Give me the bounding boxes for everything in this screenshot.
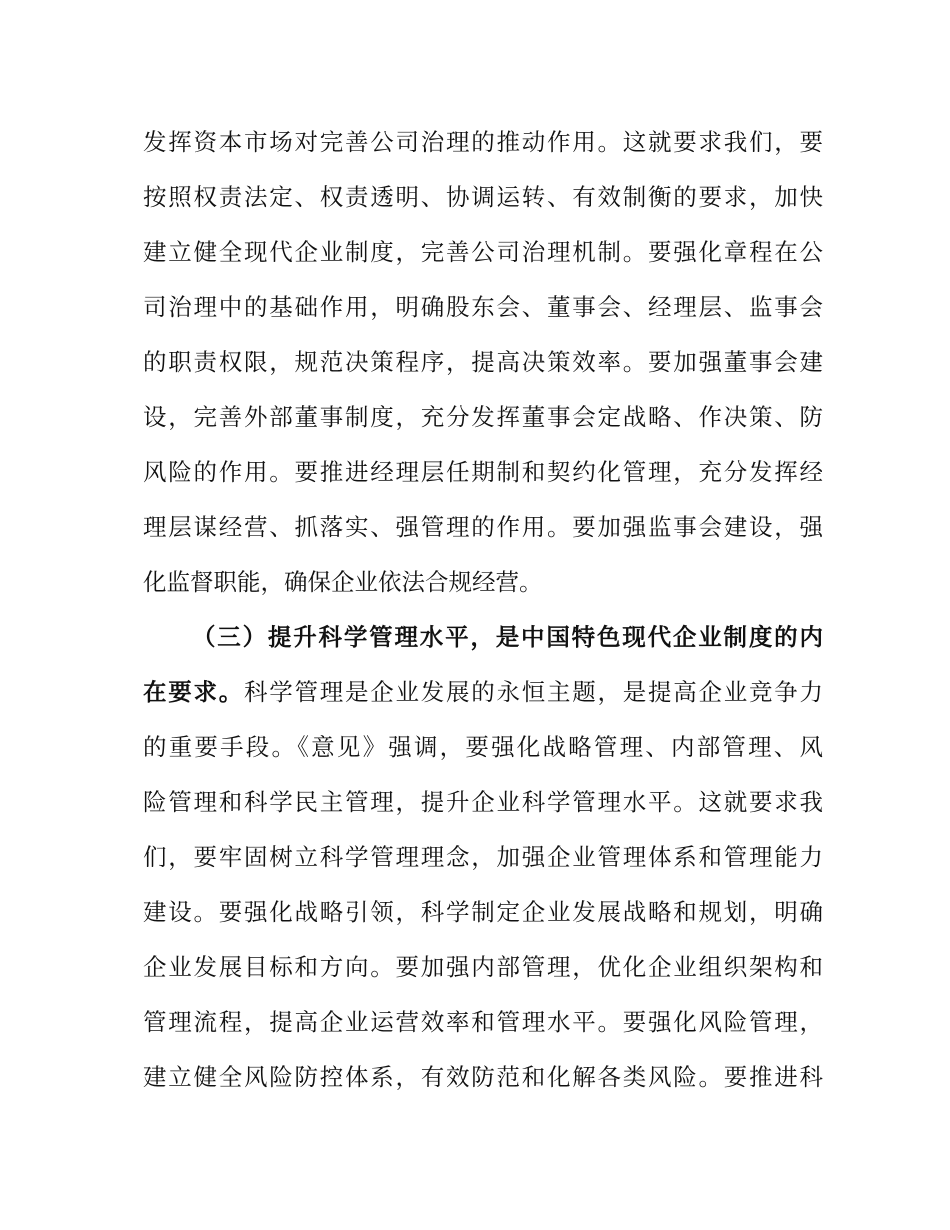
paragraph-2-line-5: 建设。要强化战略引领，科学制定企业发展战略和规划，明确 [143,898,823,926]
paragraph-2-line-2: 的重要手段。《意见》强调，要强化战略管理、内部管理、风 [143,733,823,761]
paragraph-2-line-7: 管理流程，提高企业运营效率和管理水平。要强化风险管理， [143,1008,823,1036]
paragraph-1-line-7: 风险的作用。要推进经理层任期制和契约化管理，充分发挥经 [143,458,823,486]
paragraph-1-line-2: 按照权责法定、权责透明、协调运转、有效制衡的要求，加快 [143,183,823,211]
paragraph-1-line-4: 司治理中的基础作用，明确股东会、董事会、经理层、监事会 [143,293,823,321]
paragraph-2-line-1-text: 科学管理是企业发展的永恒主题，是提高企业竞争力 [244,678,823,706]
paragraph-1-line-8: 理层谋经营、抓落实、强管理的作用。要加强监事会建设，强 [143,513,823,541]
paragraph-1-line-9: 化监督职能，确保企业依法合规经营。 [143,568,543,596]
section-heading-line-2: 在要求。 [143,678,244,706]
paragraph-1-line-6: 设，完善外部董事制度，充分发挥董事会定战略、作决策、防 [143,403,823,431]
paragraph-2-line-8: 建立健全风险防控体系，有效防范和化解各类风险。要推进科 [143,1063,823,1091]
section-heading-line-1: （三）提升科学管理水平，是中国特色现代企业制度的内 [192,623,823,651]
paragraph-1-line-5: 的职责权限，规范决策程序，提高决策效率。要加强董事会建 [143,348,823,376]
paragraph-2-line-1 [143,677,823,707]
paragraph-2-line-6: 企业发展目标和方向。要加强内部管理，优化企业组织架构和 [143,953,823,981]
paragraph-1-line-3: 建立健全现代企业制度，完善公司治理机制。要强化章程在公 [143,238,823,266]
paragraph-1-line-1: 发挥资本市场对完善公司治理的推动作用。这就要求我们，要 [143,128,823,156]
paragraph-2-line-3: 险管理和科学民主管理，提升企业科学管理水平。这就要求我 [143,788,823,816]
paragraph-2-line-4: 们，要牢固树立科学管理理念，加强企业管理体系和管理能力 [143,843,823,871]
